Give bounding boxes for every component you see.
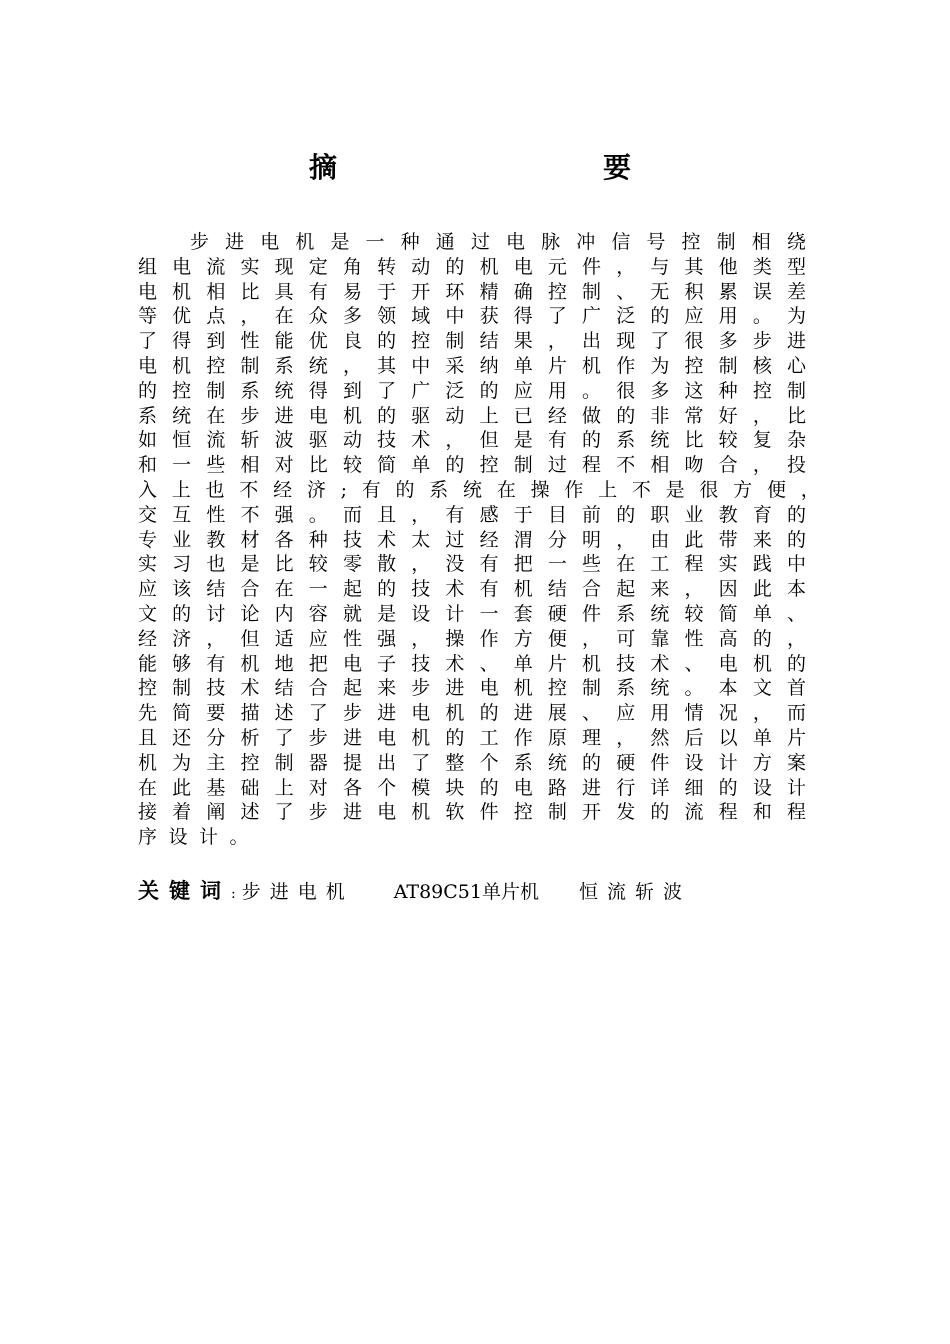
abstract-line: 交 互 性 不 强 。 而 且 ， 有 感 于 目 前 的 职 业 教 育 的 bbox=[138, 503, 806, 526]
abstract-line: 控 制 技 术 结 合 起 来 步 进 电 机 控 制 系 统 。 本 文 首 bbox=[138, 677, 806, 700]
keyword-item: 恒流斩波 bbox=[578, 881, 691, 903]
abstract-line: 的 控 制 系 统 得 到 了 广 泛 的 应 用 。 很 多 这 种 控 制 bbox=[138, 379, 806, 402]
abstract-line: 系 统 在 步 进 电 机 的 驱 动 上 已 经 做 的 非 常 好 ， 比 bbox=[138, 404, 806, 427]
keywords-colon: : bbox=[231, 886, 236, 902]
keyword-item: AT89C51单片机 bbox=[393, 881, 539, 903]
abstract-line: 应 该 结 合 在 一 起 的 技 术 有 机 结 合 起 来 ， 因 此 本 bbox=[138, 578, 806, 601]
abstract-line: 经 济 ， 但 适 应 性 强 ， 操 作 方 便 ， 可 靠 性 高 的 ， bbox=[138, 627, 806, 650]
keywords-label: 关键词 bbox=[138, 879, 231, 903]
abstract-line: 了 得 到 性 能 优 良 的 控 制 结 果 ， 出 现 了 很 多 步 进 bbox=[138, 330, 806, 353]
abstract-line: 等 优 点 ， 在 众 多 领 域 中 获 得 了 广 泛 的 应 用 。 为 bbox=[138, 305, 806, 328]
abstract-line: 序 设 计 。 bbox=[138, 826, 249, 849]
keywords-line bbox=[138, 876, 691, 906]
abstract-body bbox=[138, 230, 820, 850]
abstract-line: 和 一 些 相 对 比 较 简 单 的 控 制 过 程 不 相 吻 合 ， 投 bbox=[138, 454, 806, 477]
abstract-line: 能 够 有 机 地 把 电 子 技 术 、 单 片 机 技 术 、 电 机 的 bbox=[138, 652, 806, 675]
abstract-line: 如 恒 流 斩 波 驱 动 技 术 ， 但 是 有 的 系 统 比 较 复 杂 bbox=[138, 429, 806, 452]
abstract-line: 机 为 主 控 制 器 提 出 了 整 个 系 统 的 硬 件 设 计 方 案 bbox=[138, 751, 806, 774]
abstract-line: 先 简 要 描 述 了 步 进 电 机 的 进 展 、 应 用 情 况 ， 而 bbox=[138, 702, 806, 725]
abstract-line: 在 此 基 础 上 对 各 个 模 块 的 电 路 进 行 详 细 的 设 计 bbox=[138, 776, 806, 799]
abstract-line: 电 机 控 制 系 统 ， 其 中 采 纳 单 片 机 作 为 控 制 核 心 bbox=[138, 354, 806, 377]
keyword-item: 步进电机 bbox=[241, 881, 354, 903]
abstract-line: 组 电 流 实 现 定 角 转 动 的 机 电 元 件 ， 与 其 他 类 型 bbox=[138, 255, 806, 278]
abstract-line: 步 进 电 机 是 一 种 通 过 电 脉 冲 信 号 控 制 相 绕 bbox=[190, 231, 806, 253]
abstract-line: 入 上 也 不 经 济 ; 有 的 系 统 在 操 作 上 不 是 很 方 便 ， bbox=[138, 478, 820, 501]
abstract-line: 接 着 阐 述 了 步 进 电 机 软 件 控 制 开 发 的 流 程 和 程 bbox=[138, 801, 806, 824]
abstract-line: 文 的 讨 论 内 容 就 是 设 计 一 套 硬 件 系 统 较 简 单 、 bbox=[138, 602, 806, 625]
abstract-line: 专 业 教 材 各 种 技 术 太 过 经 渭 分 明 ， 由 此 带 来 的 bbox=[138, 528, 806, 551]
abstract-line: 电 机 相 比 具 有 易 于 开 环 精 确 控 制 、 无 积 累 误 差 bbox=[138, 280, 806, 303]
abstract-line: 且 还 分 析 了 步 进 电 机 的 工 作 原 理 ， 然 后 以 单 片 bbox=[138, 726, 806, 749]
page-title: 摘 要 bbox=[308, 151, 701, 184]
abstract-line: 实 习 也 是 比 较 零 散 ， 没 有 把 一 些 在 工 程 实 践 中 bbox=[138, 553, 806, 576]
